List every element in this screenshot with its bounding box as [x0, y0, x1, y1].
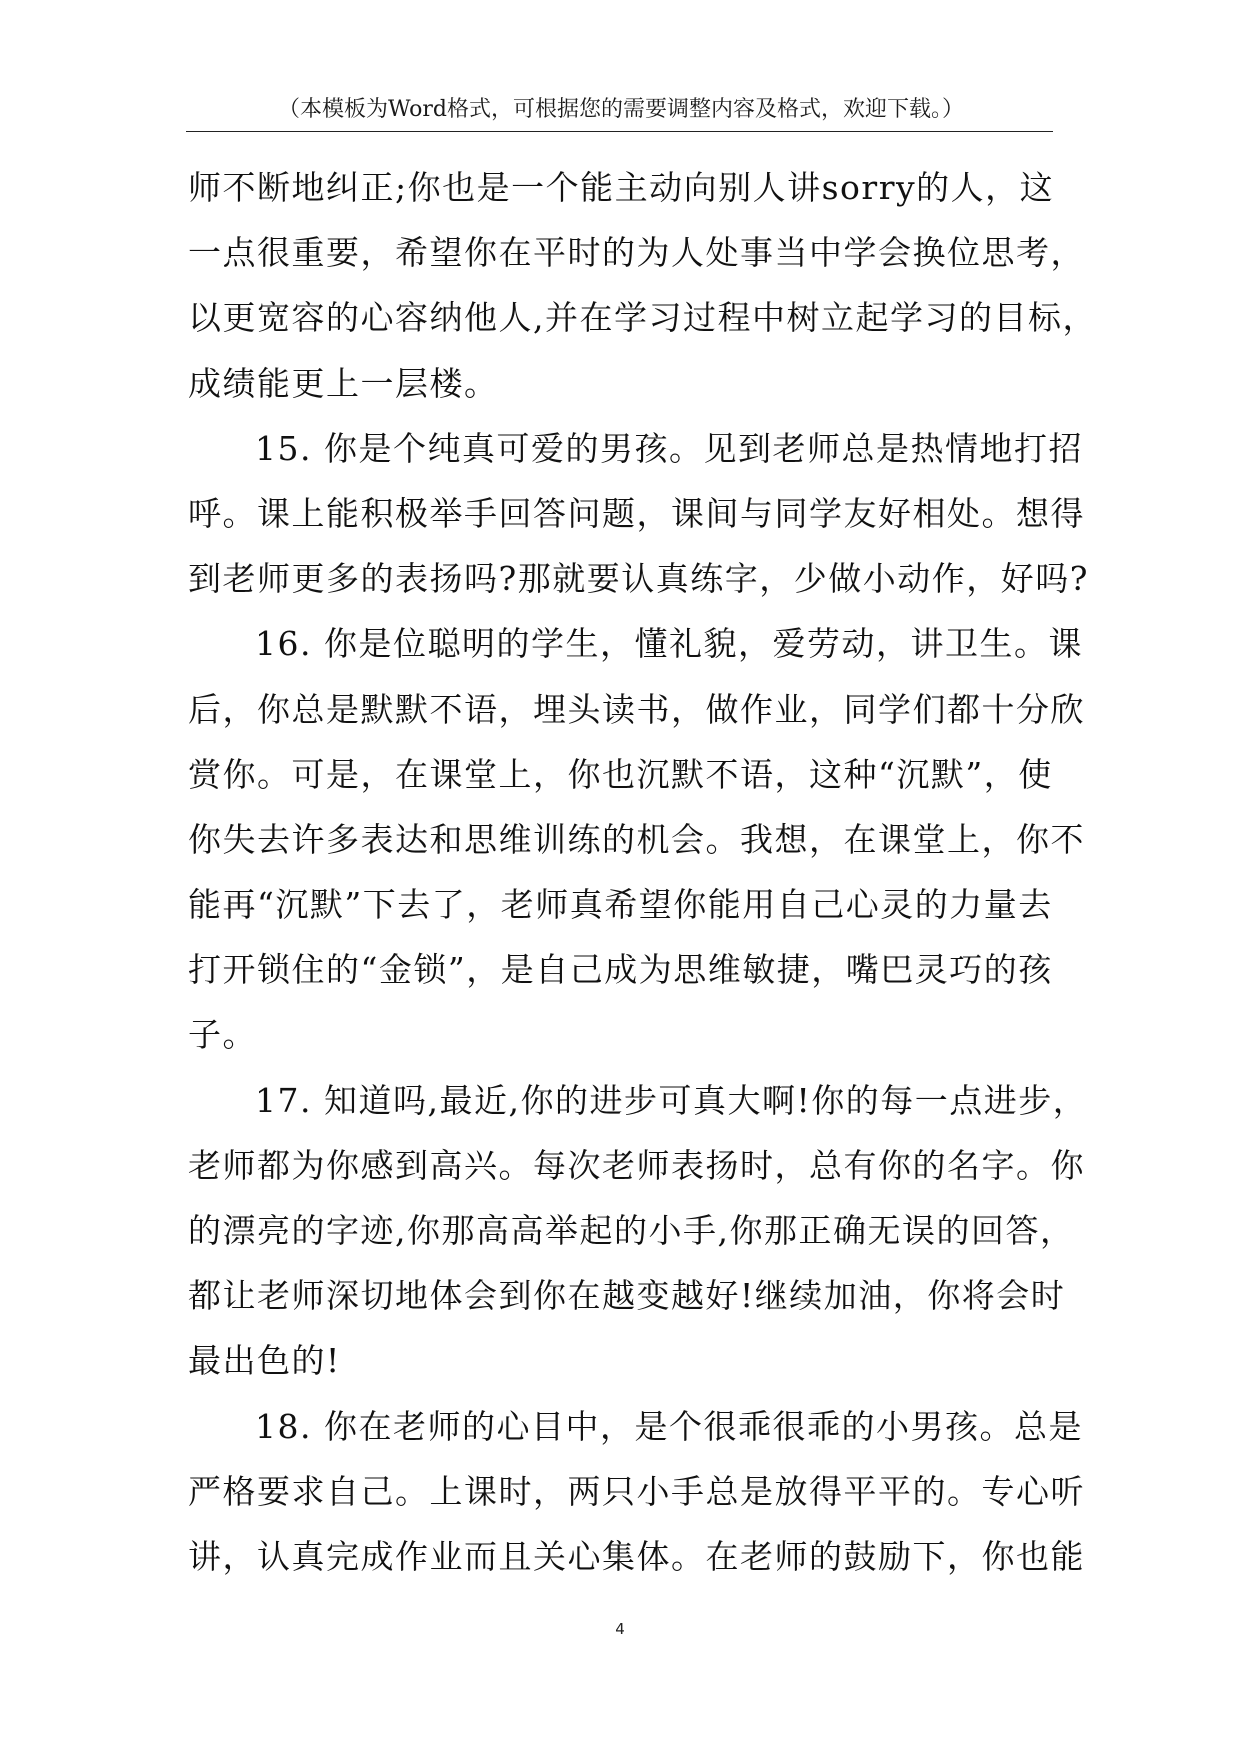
- paragraph-17-start: 17. 知道吗,最近,你的进步可真大啊!你的每一点进步，: [255, 1080, 1088, 1120]
- document-body: [188, 155, 1097, 1589]
- body-line: 的漂亮的字迹,你那高高举起的小手,你那正确无误的回答，: [188, 1211, 1075, 1250]
- body-line: 一点很重要，希望你在平时的为人处事当中学会换位思考，: [188, 233, 1085, 273]
- body-line: 呼。课上能积极举手回答问题，课间与同学友好相处。想得: [188, 493, 1085, 533]
- body-line: 最出色的!: [188, 1341, 341, 1381]
- body-line: 老师都为你感到高兴。每次老师表扬时，总有你的名字。你: [188, 1145, 1085, 1185]
- body-line: 你失去许多表达和思维训练的机会。我想，在课堂上，你不: [188, 819, 1085, 859]
- header-divider: [186, 131, 1053, 132]
- body-line: 成绩能更上一层楼。: [188, 363, 499, 403]
- page-number: 4: [615, 1620, 625, 1638]
- body-line: 都让老师深切地体会到你在越变越好!继续加油，你将会时: [188, 1276, 1066, 1316]
- paragraph-16-start: 16. 你是位聪明的学生，懂礼貌，爱劳动，讲卫生。课: [255, 624, 1083, 664]
- document-header: （本模板为Word格式，可根据您的需要调整内容及格式，欢迎下载。）: [278, 97, 964, 122]
- body-line: 以更宽容的心容纳他人,并在学习过程中树立起学习的目标，: [188, 298, 1097, 338]
- body-line: 到老师更多的表扬吗?那就要认真练字，少做小动作，好吗?: [188, 559, 1089, 599]
- body-line: 子。: [188, 1015, 257, 1055]
- body-line: 严格要求自己。上课时，两只小手总是放得平平的。专心听: [188, 1471, 1085, 1511]
- body-line: 师不断地纠正;你也是一个能主动向别人讲sorry的人，这: [188, 168, 1055, 207]
- body-line: 打开锁住的“金锁”，是自己成为思维敏捷，嘴巴灵巧的孩: [188, 950, 1053, 990]
- paragraph-18-start: 18. 你在老师的心目中，是个很乖很乖的小男孩。总是: [255, 1406, 1083, 1446]
- body-line: 后，你总是默默不语，埋头读书，做作业，同学们都十分欣: [188, 689, 1085, 729]
- body-line: 能再“沉默”下去了，老师真希望你能用自己心灵的力量去: [188, 885, 1053, 925]
- body-line: 讲，认真完成作业而且关心集体。在老师的鼓励下，你也能: [188, 1536, 1085, 1576]
- body-line: 赏你。可是，在课堂上，你也沉默不语，这种“沉默”，使: [188, 754, 1053, 794]
- paragraph-15-start: 15. 你是个纯真可爱的男孩。见到老师总是热情地打招: [255, 428, 1083, 468]
